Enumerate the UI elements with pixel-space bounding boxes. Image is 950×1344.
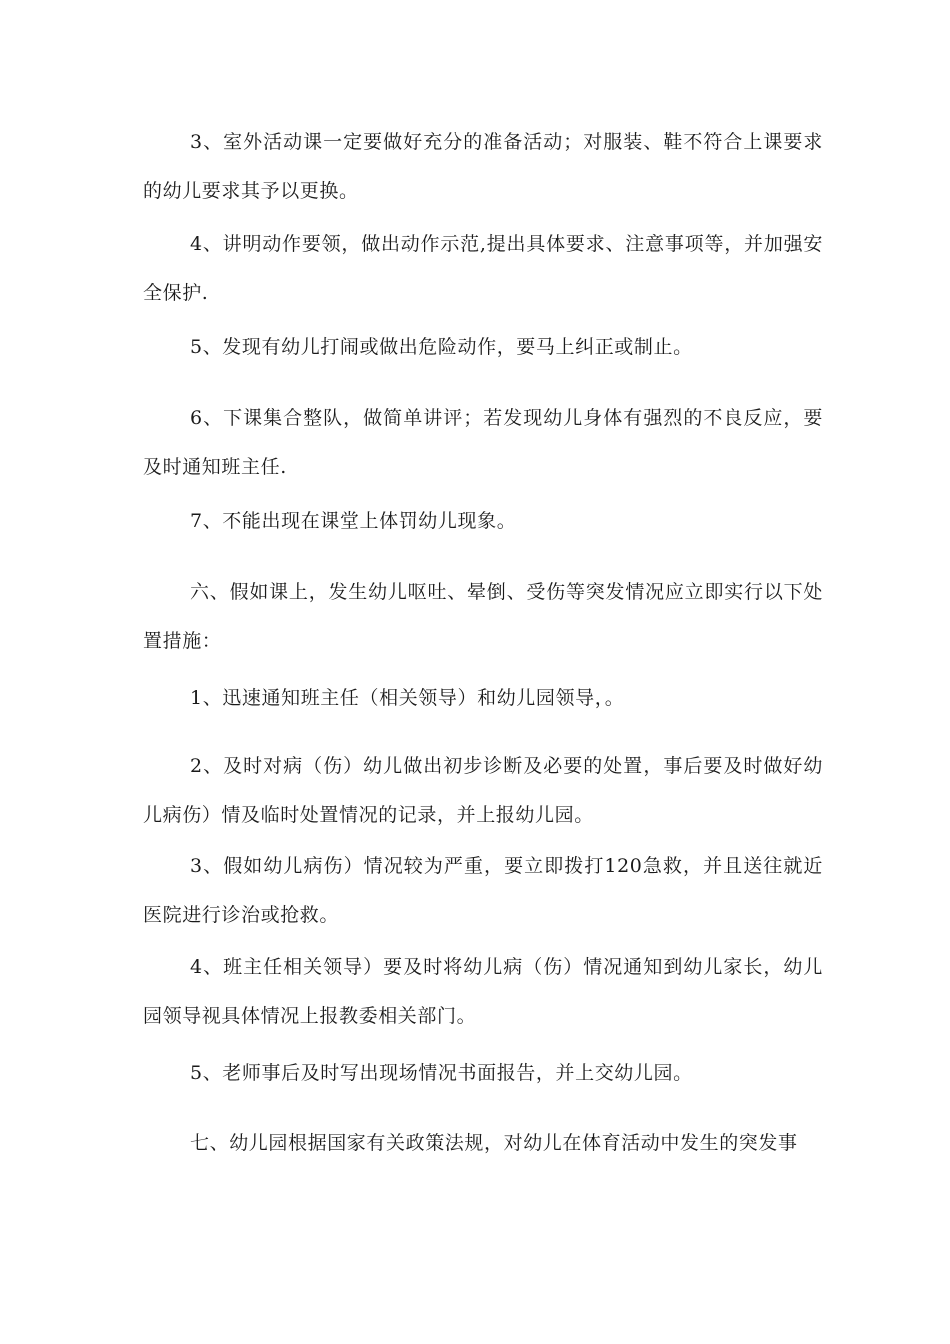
measure-item-1: 1、迅速通知班主任（相关领导）和幼儿园领导，。: [190, 687, 625, 709]
section-heading-six: 六、假如课上，发生幼儿呕吐、晕倒、受伤等突发情况应立即实行以下处置措施：: [143, 581, 823, 652]
paragraph-item-4: 4、讲明动作要领，做出动作示范,提出具体要求、注意事项等，并加强安全保护.: [143, 233, 823, 304]
measure-item-4: 4、班主任相关领导）要及时将幼儿病（伤）情况通知到幼儿家长，幼儿园领导视具体情况上报教委相关部门。: [143, 956, 823, 1027]
measure-item-2: 2、及时对病（伤）幼儿做出初步诊断及必要的处置，事后要及时做好幼儿病伤）情及临时处置情况的记录，并上报幼儿园。: [143, 755, 823, 826]
measure-item-5: 5、老师事后及时写出现场情况书面报告，并上交幼儿园。: [190, 1062, 693, 1084]
paragraph-item-7: 7、不能出现在课堂上体罚幼儿现象。: [190, 510, 517, 532]
section-heading-seven: 七、幼儿园根据国家有关政策法规，对幼儿在体育活动中发生的突发事: [190, 1132, 798, 1154]
paragraph-item-5: 5、发现有幼儿打闹或做出危险动作，要马上纠正或制止。: [190, 336, 693, 358]
paragraph-item-3: 3、室外活动课一定要做好充分的准备活动；对服装、鞋不符合上课要求的幼儿要求其予以更换。: [143, 131, 823, 202]
paragraph-item-6: 6、下课集合整队，做简单讲评；若发现幼儿身体有强烈的不良反应，要及时通知班主任.: [143, 407, 823, 478]
measure-item-3: 3、假如幼儿病伤）情况较为严重，要立即拨打120急救，并且送往就近医院进行诊治或抢救。: [143, 855, 823, 926]
